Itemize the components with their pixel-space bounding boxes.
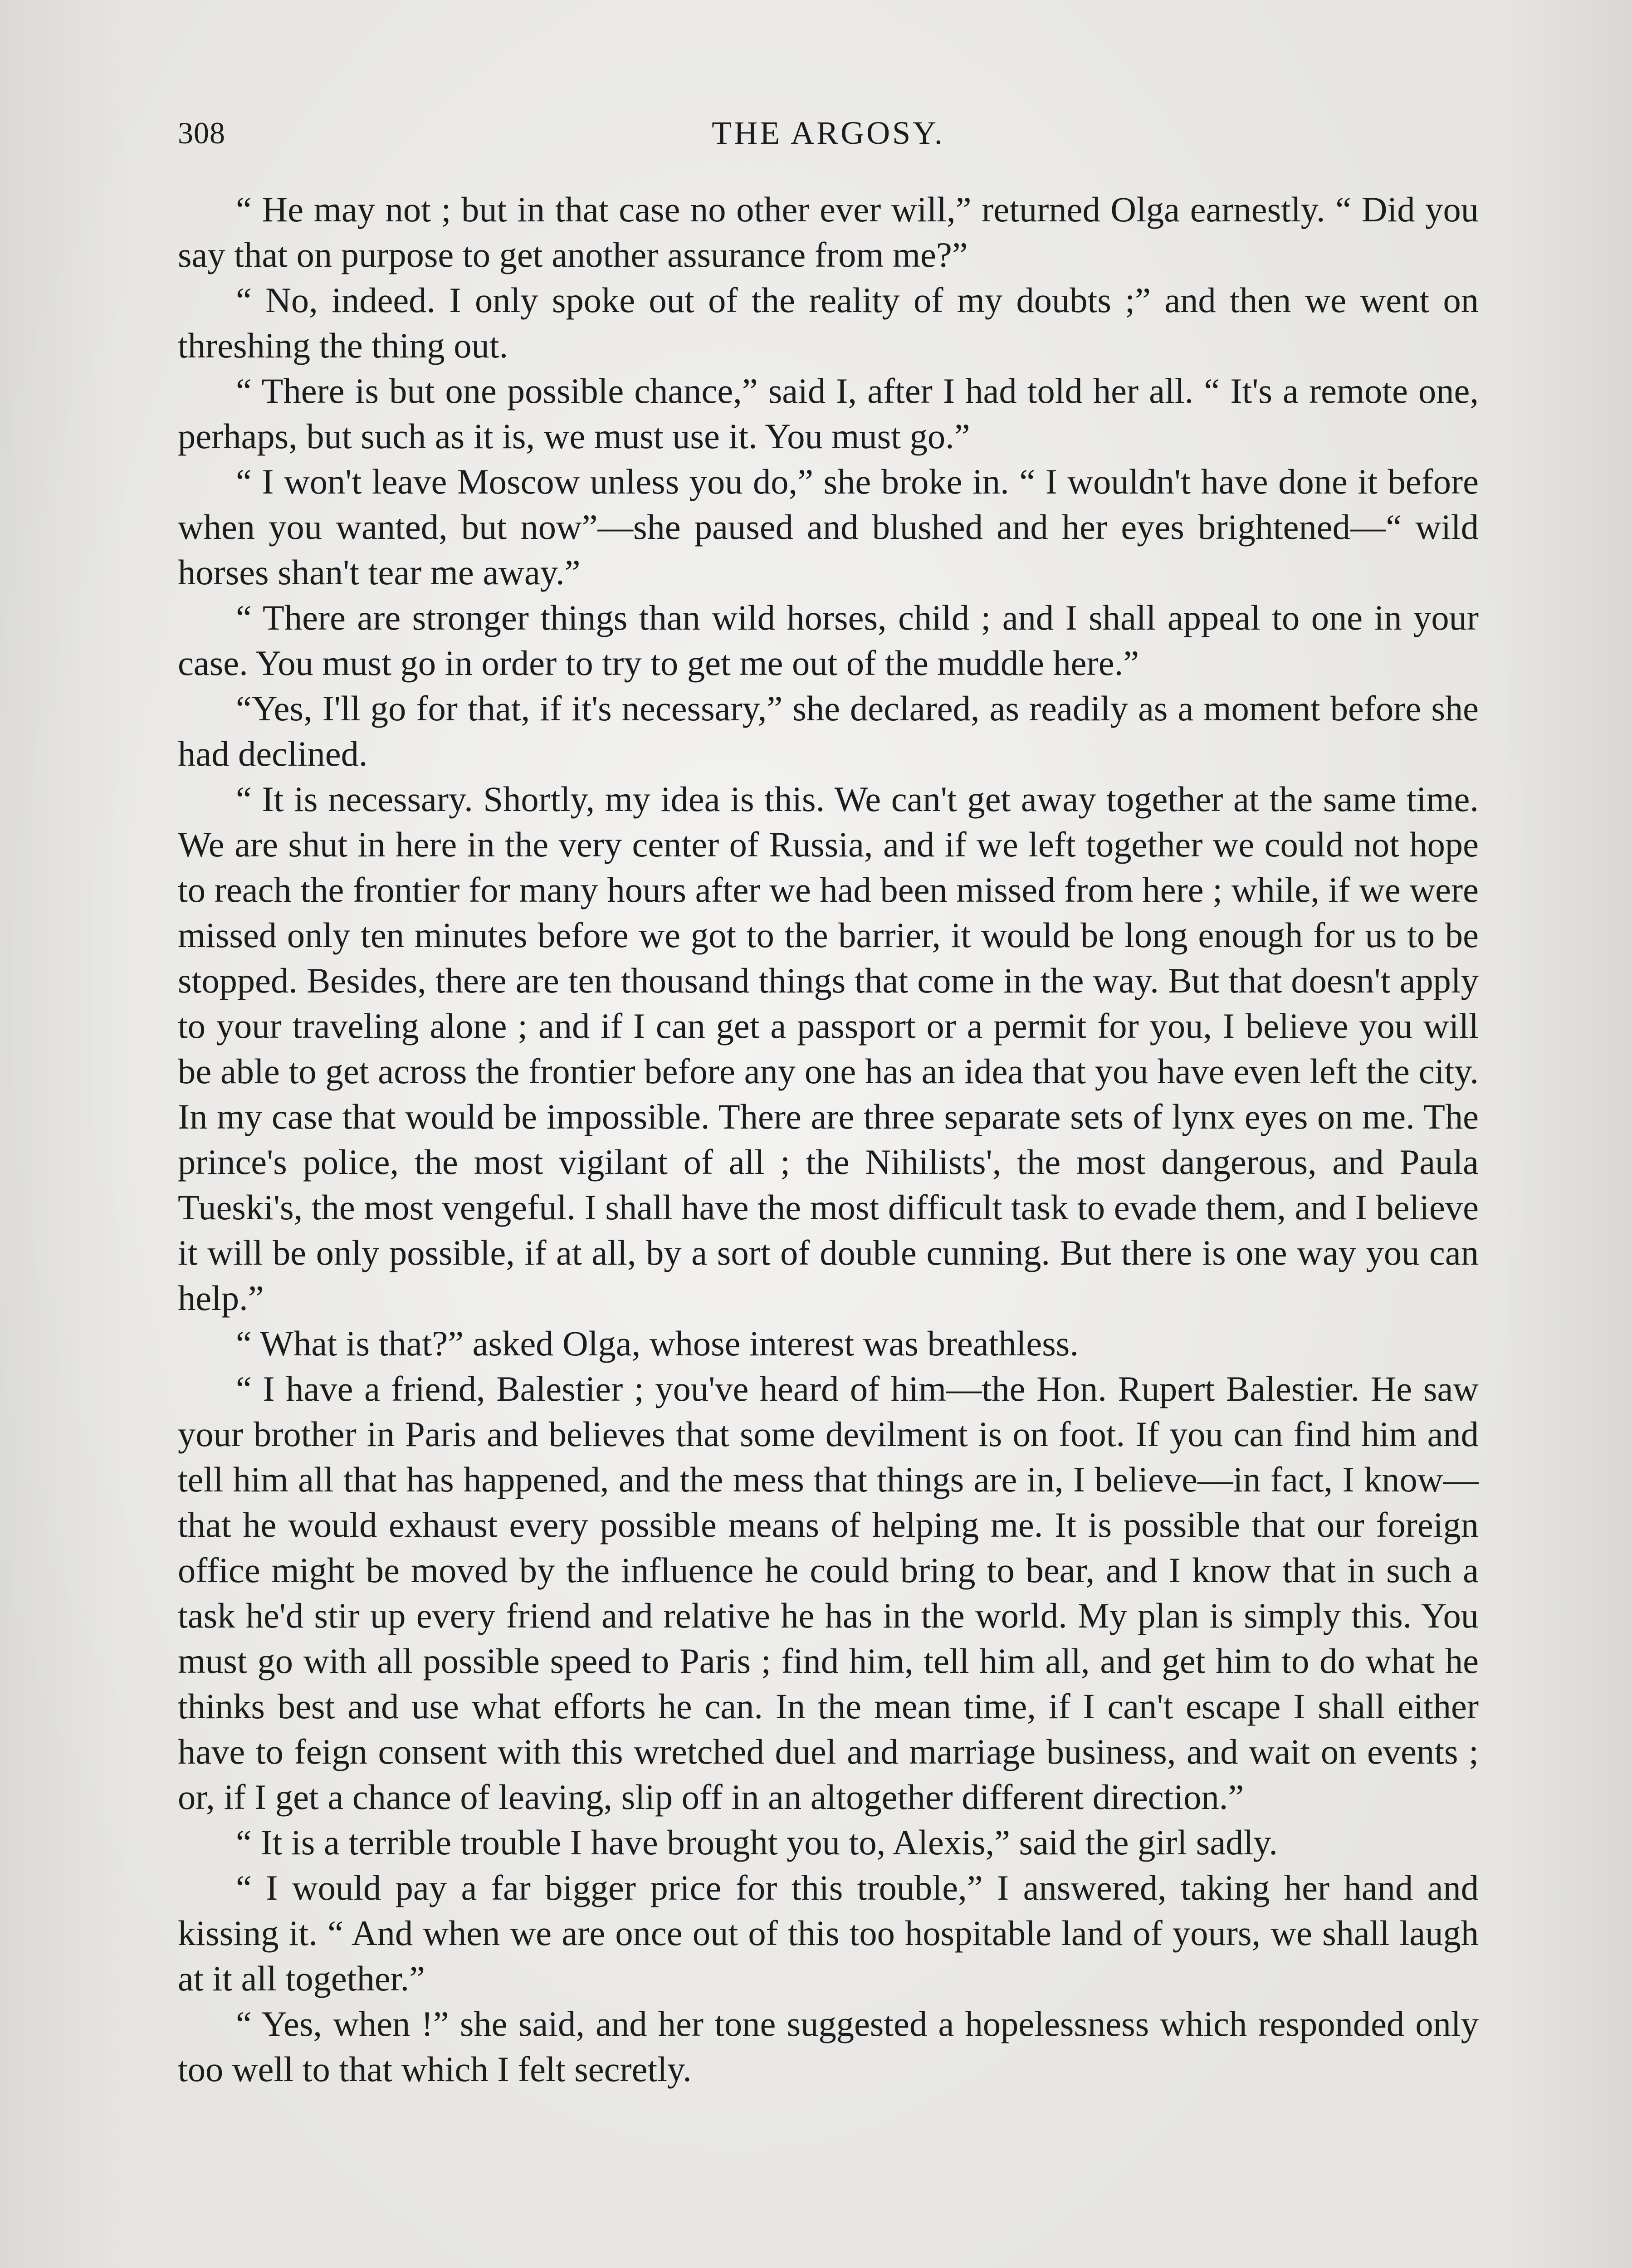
paragraph: “ There are stronger things than wild horses, child ; and I shall appeal to one in your case. You must go in order to try to get me out of the muddle here.” <box>178 598 1479 683</box>
running-head <box>178 108 1479 158</box>
page-number: 308 <box>178 116 225 150</box>
paragraph: “ Yes, when !” she said, and her tone suggested a hopelessness which responded only too well to that which I felt secretly. <box>178 2004 1479 2089</box>
paragraph: “ There is but one possible chance,” said I, after I had told her all. “ It's a remote one, perhaps, but such as it is, we must use it. You must go.” <box>178 371 1479 456</box>
paragraph: “ No, indeed. I only spoke out of the reality of my doubts ;” and then we went on threshing the thing out. <box>178 280 1479 365</box>
paragraph: “ I have a friend, Balestier ; you've heard of him—the Hon. Rupert Balestier. He saw your brother in Paris and believes that some devilment is on foot. If you can find him and tell him all that has happened, and the mess that things are in, I believe—in fact, I know—that he would exhaust every possible means of helping me. It is possible that our foreign office might be moved by the influence he could bring to bear, and I know that in such a task he'd stir up every friend and relative he has in the world. My plan is simply this. You must go with all possible speed to Paris ; find him, tell him all, and get him to do what he thinks best and use what efforts he can. In the mean time, if I can't escape I shall either have to feign consent with this wretched duel and marriage business, and wait on events ; or, if I get a chance of leaving, slip off in an altogether different direction.” <box>178 1369 1479 1817</box>
paragraph: “ I won't leave Moscow unless you do,” she broke in. “ I wouldn't have done it before when you wanted, but now”—she paused and blushed and her eyes brightened—“ wild horses shan't tear me away.” <box>178 462 1479 592</box>
paragraph: “ It is necessary. Shortly, my idea is this. We can't get away together at the same time. We are shut in here in the very center of Russia, and if we left together we could not hope to reach the frontier for many hours after we had been missed from here ; while, if we were missed only ten minutes before we got to the barrier, it would be long enough for us to be stopped. Besides, there are ten thousand things that come in the way. But that doesn't apply to your traveling alone ; and if I can get a passport or a permit for you, I believe you will be able to get across the frontier before any one has an idea that you have even left the city. In my case that would be impossible. There are three separate sets of lynx eyes on me. The prince's police, the most vigilant of all ; the Nihilists', the most dangerous, and Paula Tueski's, the most vengeful. I shall have the most difficult task to evade them, and I believe it will be only possible, if at all, by a sort of double cunning. But there is one way you can help.” <box>178 779 1479 1318</box>
paragraph: “ What is that?” asked Olga, whose interest was breathless. <box>236 1324 1079 1363</box>
paragraph: “ He may not ; but in that case no other ever will,” returned Olga earnestly. “ Did you say that on purpose to get another assurance from me?” <box>178 190 1479 274</box>
journal-title: THE ARGOSY. <box>712 115 945 151</box>
body-text <box>178 187 1479 2092</box>
paragraph: “Yes, I'll go for that, if it's necessary,” she declared, as readily as a moment before she had declined. <box>178 689 1479 773</box>
paragraph: “ It is a terrible trouble I have brought you to, Alexis,” said the girl sadly. <box>236 1823 1278 1862</box>
paragraph: “ I would pay a far bigger price for this trouble,” I answered, taking her hand and kissing it. “ And when we are once out of this too hospitable land of yours, we shall laugh at it all together.” <box>178 1868 1479 1998</box>
